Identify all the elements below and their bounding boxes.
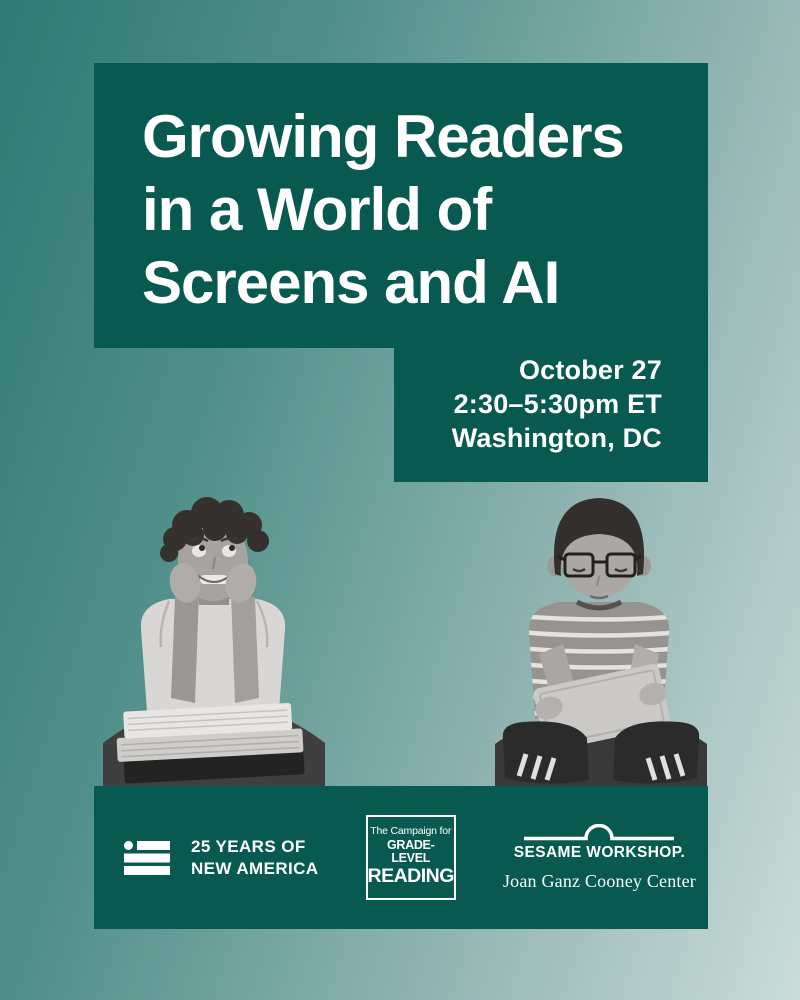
- event-time: 2:30–5:30pm ET: [453, 389, 662, 419]
- title-line-1: Growing Readers: [142, 103, 624, 170]
- sesame-arch-icon: [524, 824, 674, 841]
- joan-ganz-cooney-center-label: Joan Ganz Cooney Center: [502, 870, 696, 891]
- new-america-logo: [124, 836, 318, 879]
- title-line-2: in a World of: [142, 176, 492, 243]
- glr-grade-level-label: GRADE-LEVEL: [386, 838, 435, 866]
- grade-level-reading-logo: [366, 815, 456, 900]
- right-child-photo: [489, 492, 713, 786]
- sesame-workshop-wordmark: SESAME WORKSHOP.: [513, 843, 686, 861]
- title-panel: [94, 63, 708, 348]
- sesame-workshop-logo: [503, 824, 696, 892]
- glr-reading-label: READING: [367, 865, 454, 888]
- left-child-photo: [95, 497, 333, 786]
- new-america-label: [191, 836, 318, 879]
- glr-campaign-for-label: The Campaign for: [370, 825, 452, 838]
- new-america-flag-icon: [124, 841, 170, 875]
- new-america-label-line1: 25 YEARS OF: [191, 837, 306, 856]
- new-america-label-line2: NEW AMERICA: [191, 858, 319, 878]
- event-location: Washington, DC: [451, 423, 662, 453]
- title-line-3: Screens and AI: [142, 249, 560, 316]
- page-title: [94, 63, 708, 319]
- event-details-panel: [394, 348, 708, 482]
- partner-bar: [94, 786, 708, 929]
- event-date: October 27: [518, 355, 662, 385]
